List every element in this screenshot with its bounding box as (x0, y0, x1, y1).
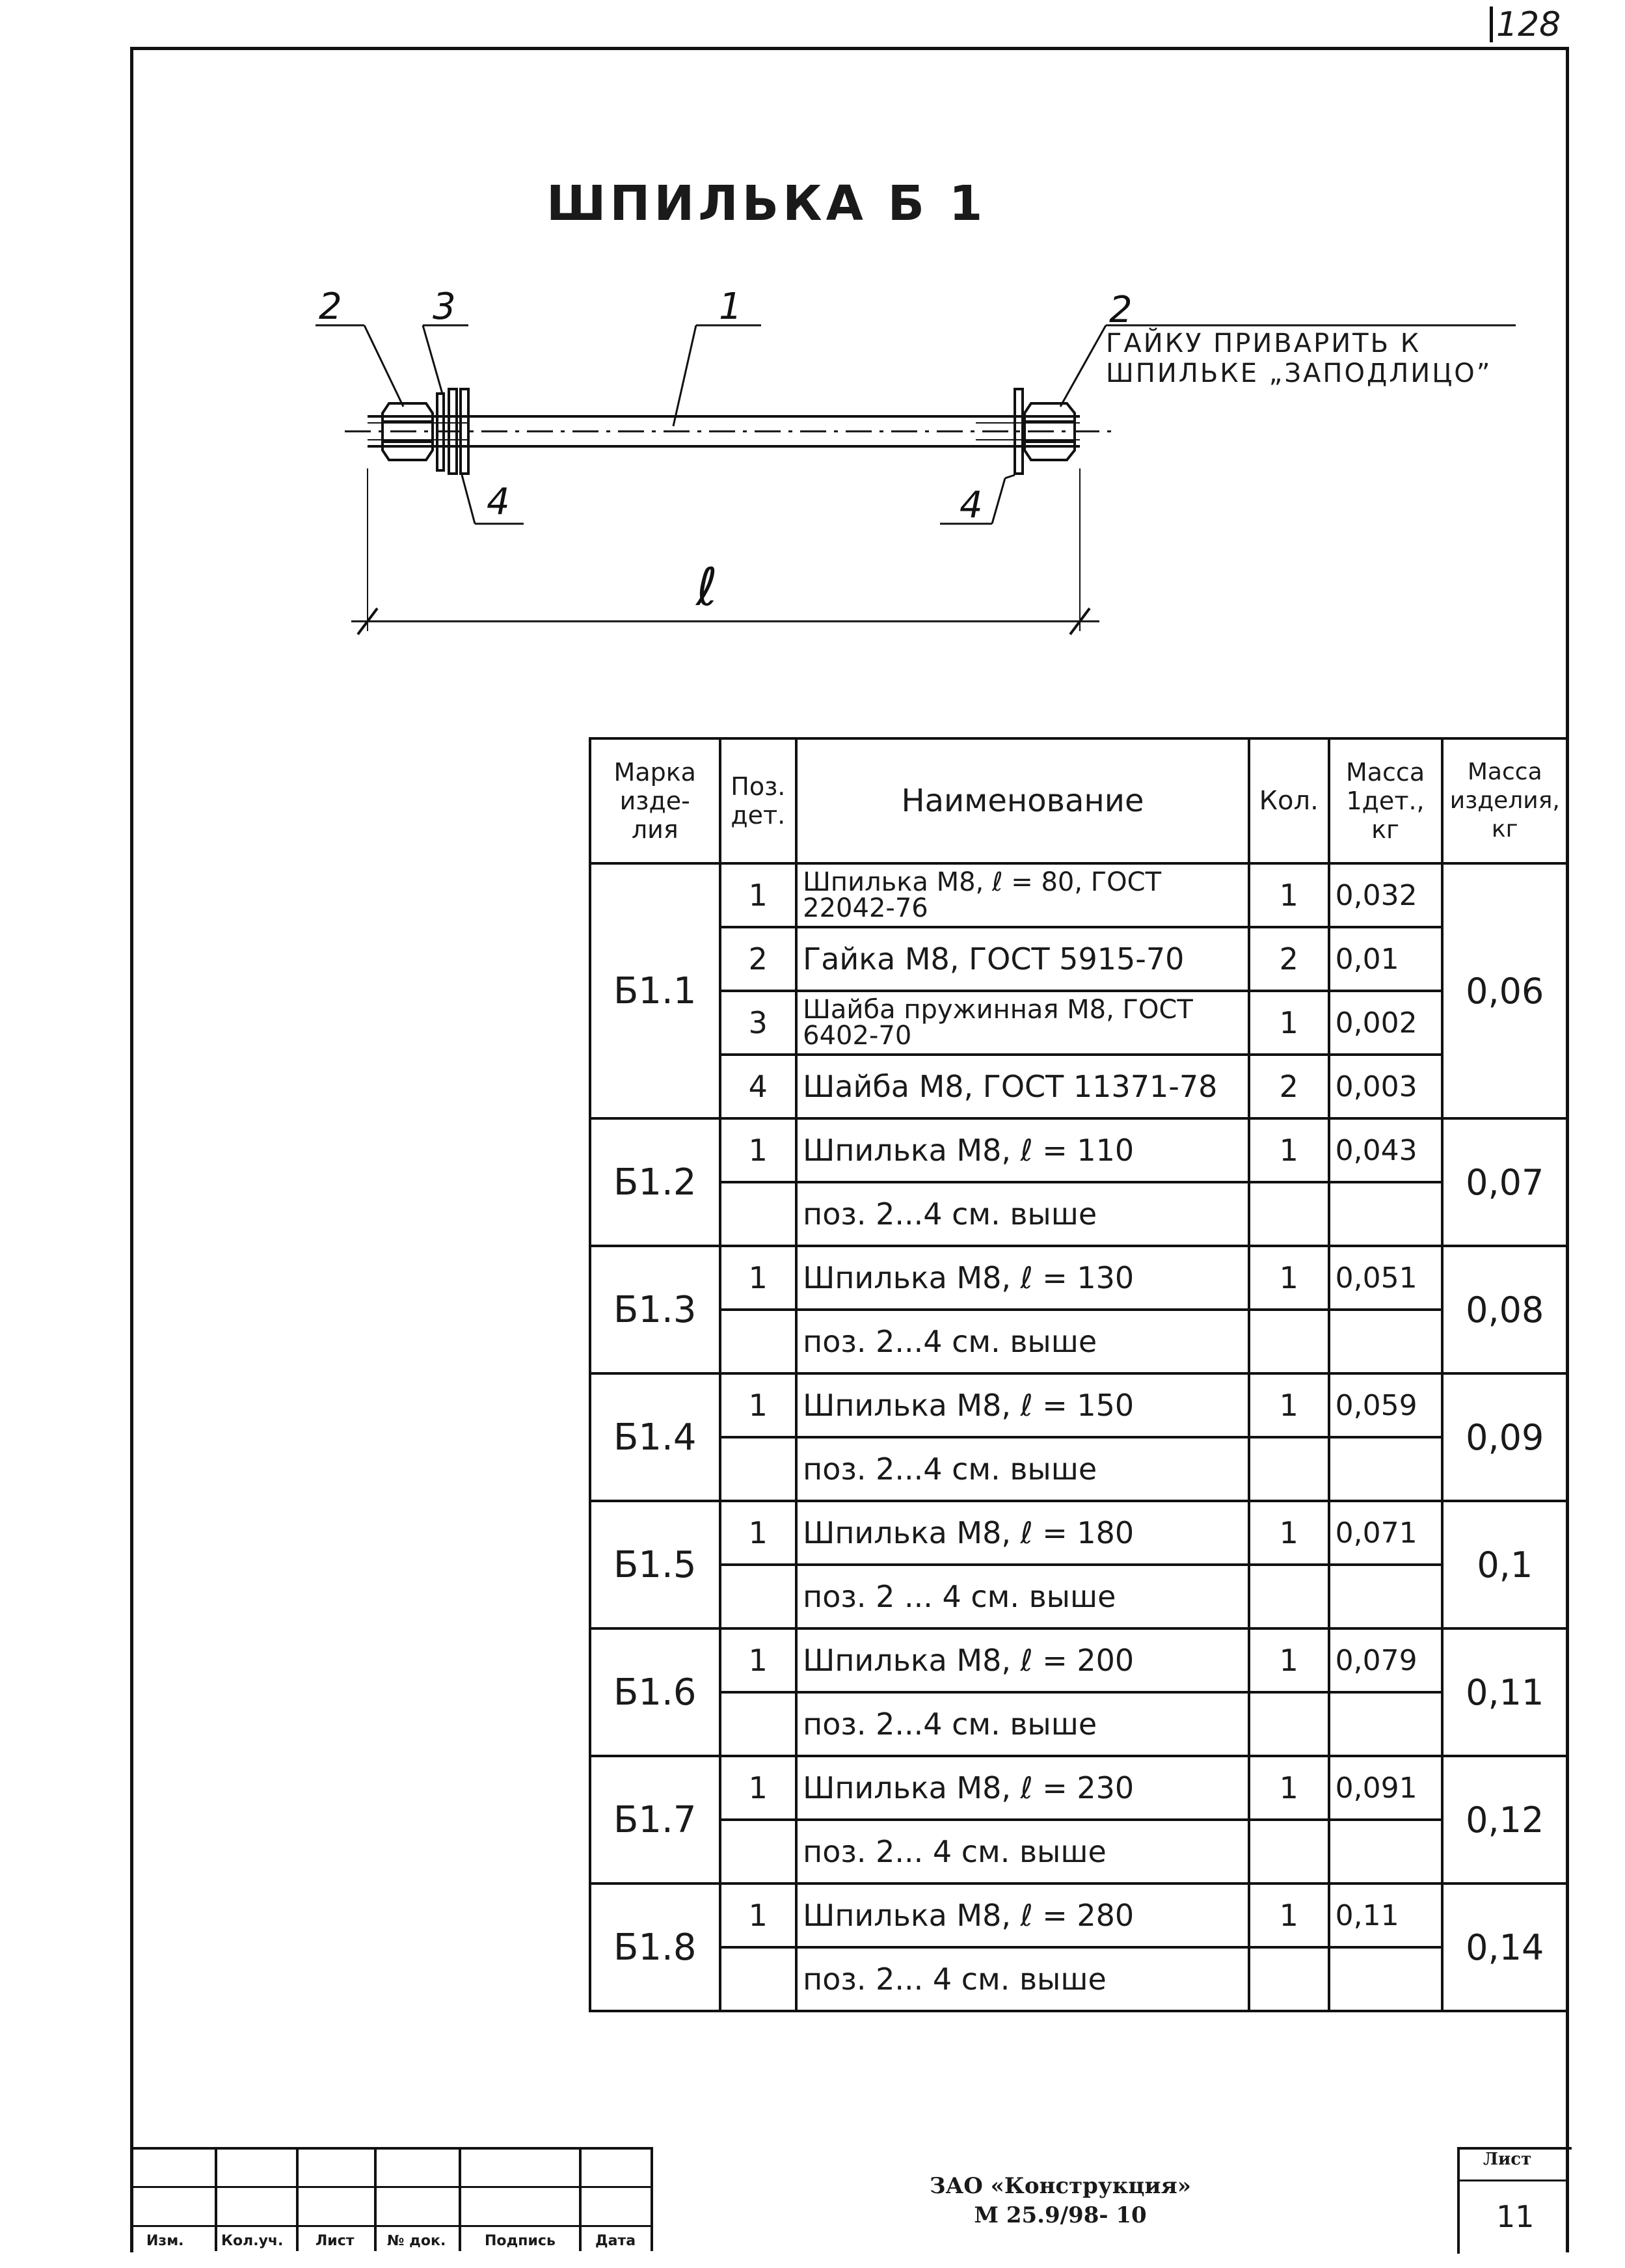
weld-note-line-2: ШПИЛЬКЕ „ЗАПОДЛИЦО” (1106, 358, 1492, 388)
document-number: М 25.9/98- 10 (974, 2202, 1147, 2228)
cell-mark: Б1.8 (590, 1883, 720, 2011)
table-row (590, 1692, 1568, 1756)
table-row (590, 1246, 1568, 1310)
page-title: ШПИЛЬКА Б 1 (546, 176, 987, 232)
cell-name: поз. 2... 4 см. выше (796, 1820, 1249, 1883)
header-mass-one: Масса 1дет., кг (1329, 738, 1442, 863)
cell-mass: 0,051 (1329, 1246, 1442, 1310)
cell-mass (1329, 1947, 1442, 2011)
cell-name: Шпилька М8, ℓ = 150 (796, 1373, 1249, 1437)
cell-mass-total: 0,08 (1442, 1246, 1568, 1373)
cell-mass: 0,059 (1329, 1373, 1442, 1437)
cell-mass: 0,079 (1329, 1628, 1442, 1692)
cell-mass: 0,071 (1329, 1501, 1442, 1565)
title-block (130, 2147, 1569, 2251)
revision-grid-line (130, 2225, 651, 2227)
callout-3: 3 (433, 286, 456, 328)
company-name: ЗАО «Конструкция» (930, 2173, 1191, 2199)
cell-pos: 1 (720, 1246, 797, 1310)
cell-name: Шпилька М8, ℓ = 230 (796, 1756, 1249, 1820)
table-row (590, 1883, 1568, 1947)
table-row (590, 1628, 1568, 1692)
table-row (590, 991, 1568, 1055)
cell-qty: 2 (1249, 1055, 1329, 1118)
cell-mass (1329, 1692, 1442, 1756)
cell-mass (1329, 1310, 1442, 1373)
cell-mark: Б1.3 (590, 1246, 720, 1373)
cell-mass (1329, 1437, 1442, 1501)
cell-pos (720, 1310, 797, 1373)
specification-table (589, 737, 1569, 2012)
cell-pos: 1 (720, 1883, 797, 1947)
table-row (590, 1437, 1568, 1501)
cell-qty: 1 (1249, 863, 1329, 927)
cell-name: поз. 2...4 см. выше (796, 1310, 1249, 1373)
cell-qty (1249, 1182, 1329, 1246)
sheet-box-divider (1457, 2180, 1569, 2181)
cell-qty: 1 (1249, 1501, 1329, 1565)
cell-mass: 0,003 (1329, 1055, 1442, 1118)
cell-pos: 1 (720, 1628, 797, 1692)
cell-pos (720, 1947, 797, 2011)
cell-name: Шпилька М8, ℓ = 200 (796, 1628, 1249, 1692)
callout-2-left: 2 (319, 286, 342, 328)
table-row (590, 1501, 1568, 1565)
callout-4-left: 4 (487, 481, 510, 523)
sheet-value: 11 (1496, 2199, 1535, 2234)
cell-mass: 0,01 (1329, 927, 1442, 991)
cell-mass-total: 0,11 (1442, 1628, 1568, 1756)
cell-mark: Б1.6 (590, 1628, 720, 1756)
page-number: 128 (1496, 5, 1561, 44)
revision-grid-line (130, 2186, 651, 2188)
cell-mass-total: 0,07 (1442, 1118, 1568, 1246)
cell-mark: Б1.1 (590, 863, 720, 1118)
cell-qty (1249, 1310, 1329, 1373)
table-row (590, 1820, 1568, 1883)
stamp-label-doc: № док. (387, 2233, 446, 2249)
table-row (590, 863, 1568, 927)
revision-grid-col (579, 2147, 582, 2251)
header-pos: Поз. дет. (720, 738, 797, 863)
cell-mark: Б1.7 (590, 1756, 720, 1883)
cell-pos: 1 (720, 1501, 797, 1565)
cell-pos (720, 1437, 797, 1501)
header-name: Наименование (796, 738, 1249, 863)
cell-mass: 0,043 (1329, 1118, 1442, 1182)
table-row (590, 1756, 1568, 1820)
cell-name: поз. 2...4 см. выше (796, 1692, 1249, 1756)
cell-qty: 1 (1249, 991, 1329, 1055)
stamp-label-list: Лист (316, 2233, 355, 2249)
stamp-label-date: Дата (595, 2233, 636, 2249)
cell-pos (720, 1692, 797, 1756)
cell-pos (720, 1565, 797, 1628)
table-row (590, 1055, 1568, 1118)
cell-mass: 0,091 (1329, 1756, 1442, 1820)
cell-mark: Б1.2 (590, 1118, 720, 1246)
table-row (590, 1373, 1568, 1437)
table-row (590, 1310, 1568, 1373)
callout-4-right: 4 (960, 484, 983, 526)
cell-qty: 1 (1249, 1246, 1329, 1310)
cell-qty: 2 (1249, 927, 1329, 991)
cell-mass-total: 0,12 (1442, 1756, 1568, 1883)
cell-pos (720, 1820, 797, 1883)
cell-name: Шпилька М8, ℓ = 130 (796, 1246, 1249, 1310)
cell-mass-total: 0,1 (1442, 1501, 1568, 1628)
header-qty: Кол. (1249, 738, 1329, 863)
stamp-label-kol: Кол.уч. (221, 2233, 284, 2249)
cell-mark: Б1.5 (590, 1501, 720, 1628)
header-mass-total: Масса изделия, кг (1442, 738, 1568, 863)
cell-mass-total: 0,09 (1442, 1373, 1568, 1501)
cell-qty: 1 (1249, 1883, 1329, 1947)
revision-grid-col (459, 2147, 461, 2251)
table-row (590, 1182, 1568, 1246)
callout-1: 1 (719, 286, 742, 328)
revision-grid-col (651, 2147, 653, 2251)
table-row (590, 1565, 1568, 1628)
cell-mass: 0,11 (1329, 1883, 1442, 1947)
revision-grid-col (374, 2147, 377, 2251)
dimension-length-label: ℓ (696, 557, 718, 617)
cell-name: Шайба М8, ГОСТ 11371-78 (796, 1055, 1249, 1118)
cell-name: Шпилька М8, ℓ = 110 (796, 1118, 1249, 1182)
callout-2-right: 2 (1109, 289, 1133, 331)
cell-pos: 3 (720, 991, 797, 1055)
table-header-row (590, 738, 1568, 863)
stamp-label-izm: Изм. (146, 2233, 184, 2249)
cell-mass: 0,002 (1329, 991, 1442, 1055)
weld-note (1106, 329, 1492, 388)
cell-qty (1249, 1437, 1329, 1501)
cell-pos: 1 (720, 1756, 797, 1820)
table-row (590, 927, 1568, 991)
revision-grid-col (215, 2147, 217, 2251)
cell-name: поз. 2... 4 см. выше (796, 1947, 1249, 2011)
cell-qty: 1 (1249, 1628, 1329, 1692)
cell-name: Шпилька М8, ℓ = 280 (796, 1883, 1249, 1947)
cell-name: поз. 2...4 см. выше (796, 1437, 1249, 1501)
cell-mass (1329, 1565, 1442, 1628)
cell-qty (1249, 1692, 1329, 1756)
cell-pos: 4 (720, 1055, 797, 1118)
weld-note-line-1: ГАЙКУ ПРИВАРИТЬ К (1106, 329, 1421, 358)
cell-mass (1329, 1820, 1442, 1883)
cell-mass-total: 0,14 (1442, 1883, 1568, 2011)
table-body (590, 863, 1568, 2011)
cell-qty: 1 (1249, 1118, 1329, 1182)
sheet-label: Лист (1483, 2150, 1532, 2169)
table-row (590, 1947, 1568, 2011)
cell-mass (1329, 1182, 1442, 1246)
cell-name: поз. 2...4 см. выше (796, 1182, 1249, 1246)
cell-pos (720, 1182, 797, 1246)
cell-name: поз. 2 ... 4 см. выше (796, 1565, 1249, 1628)
table-row (590, 1118, 1568, 1182)
header-mark: Марка изде-лия (590, 738, 720, 863)
cell-qty: 1 (1249, 1756, 1329, 1820)
cell-qty (1249, 1947, 1329, 2011)
cell-qty (1249, 1565, 1329, 1628)
cell-name: Шайба пружинная М8, ГОСТ 6402-70 (796, 991, 1249, 1055)
cell-name: Шпилька М8, ℓ = 180 (796, 1501, 1249, 1565)
cell-mark: Б1.4 (590, 1373, 720, 1501)
cell-name: Шпилька М8, ℓ = 80, ГОСТ 22042-76 (796, 863, 1249, 927)
revision-grid-col (130, 2147, 133, 2251)
stamp-label-sign: Подпись (485, 2233, 556, 2249)
cell-qty: 1 (1249, 1373, 1329, 1437)
cell-mass-total: 0,06 (1442, 863, 1568, 1118)
cell-pos: 1 (720, 1373, 797, 1437)
cell-qty (1249, 1820, 1329, 1883)
cell-pos: 1 (720, 863, 797, 927)
cell-mass: 0,032 (1329, 863, 1442, 927)
cell-pos: 2 (720, 927, 797, 991)
cell-pos: 1 (720, 1118, 797, 1182)
revision-grid-col (296, 2147, 299, 2251)
cell-name: Гайка М8, ГОСТ 5915-70 (796, 927, 1249, 991)
